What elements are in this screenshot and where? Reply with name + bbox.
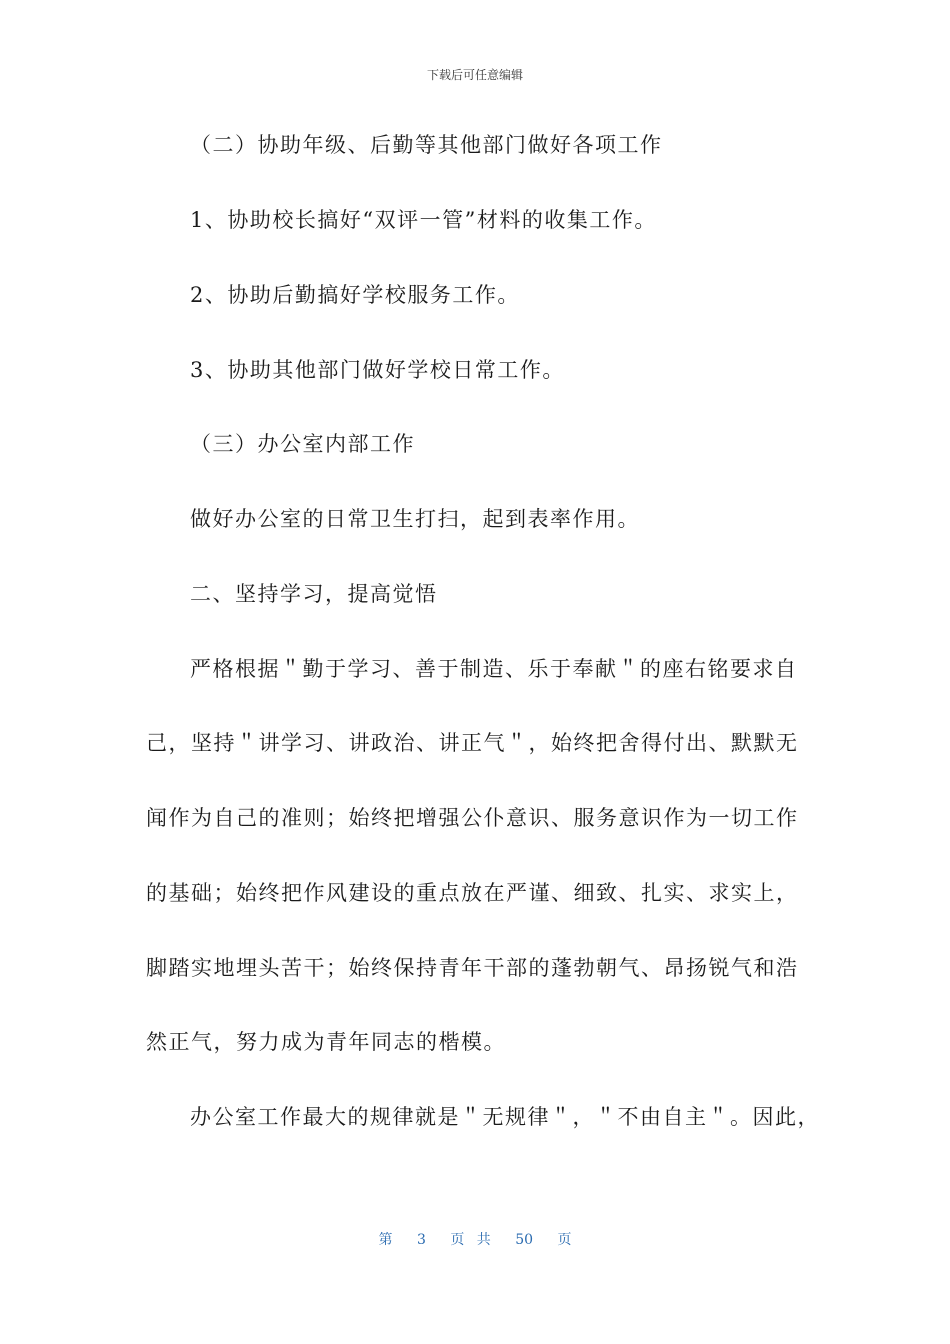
paragraph-line: 脚踏实地埋头苦干；始终保持青年干部的蓬勃朝气、昂扬锐气和浩 — [146, 956, 799, 980]
section-heading-study: 二、坚持学习，提高觉悟 — [190, 582, 438, 606]
paragraph-line: 闻作为自己的准则；始终把增强公仆意识、服务意识作为一切工作 — [146, 806, 799, 830]
paragraph-office-hygiene: 做好办公室的日常卫生打扫，起到表率作用。 — [190, 507, 640, 531]
paragraph-item-1: 1、协助校长搞好“双评一管”材料的收集工作。 — [190, 208, 657, 232]
footer-current-page: 3 — [416, 1232, 426, 1248]
footer-middle: 页 共 — [450, 1232, 491, 1248]
paragraph-line: 己，坚持＂讲学习、讲政治、讲正气＂，始终把舍得付出、默默无 — [146, 731, 799, 755]
page-footer — [0, 1229, 950, 1249]
footer-total-pages: 50 — [515, 1232, 534, 1248]
section-heading-2: （二）协助年级、后勤等其他部门做好各项工作 — [190, 133, 663, 157]
footer-suffix: 页 — [557, 1232, 572, 1248]
page-header-note: 下载后可任意编辑 — [426, 68, 523, 82]
section-heading-3: （三）办公室内部工作 — [190, 432, 415, 456]
paragraph-line: 然正气，努力成为青年同志的楷模。 — [146, 1030, 506, 1054]
footer-prefix: 第 — [378, 1232, 393, 1248]
paragraph-item-2: 2、协助后勤搞好学校服务工作。 — [190, 283, 520, 307]
paragraph-line: 办公室工作最大的规律就是＂无规律＂，＂不由自主＂。因此， — [190, 1105, 820, 1129]
paragraph-line: 的基础；始终把作风建设的重点放在严谨、细致、扎实、求实上， — [146, 881, 799, 905]
paragraph-line: 严格根据＂勤于学习、善于制造、乐于奉献＂的座右铭要求自 — [190, 657, 798, 681]
paragraph-item-3: 3、协助其他部门做好学校日常工作。 — [190, 358, 565, 382]
